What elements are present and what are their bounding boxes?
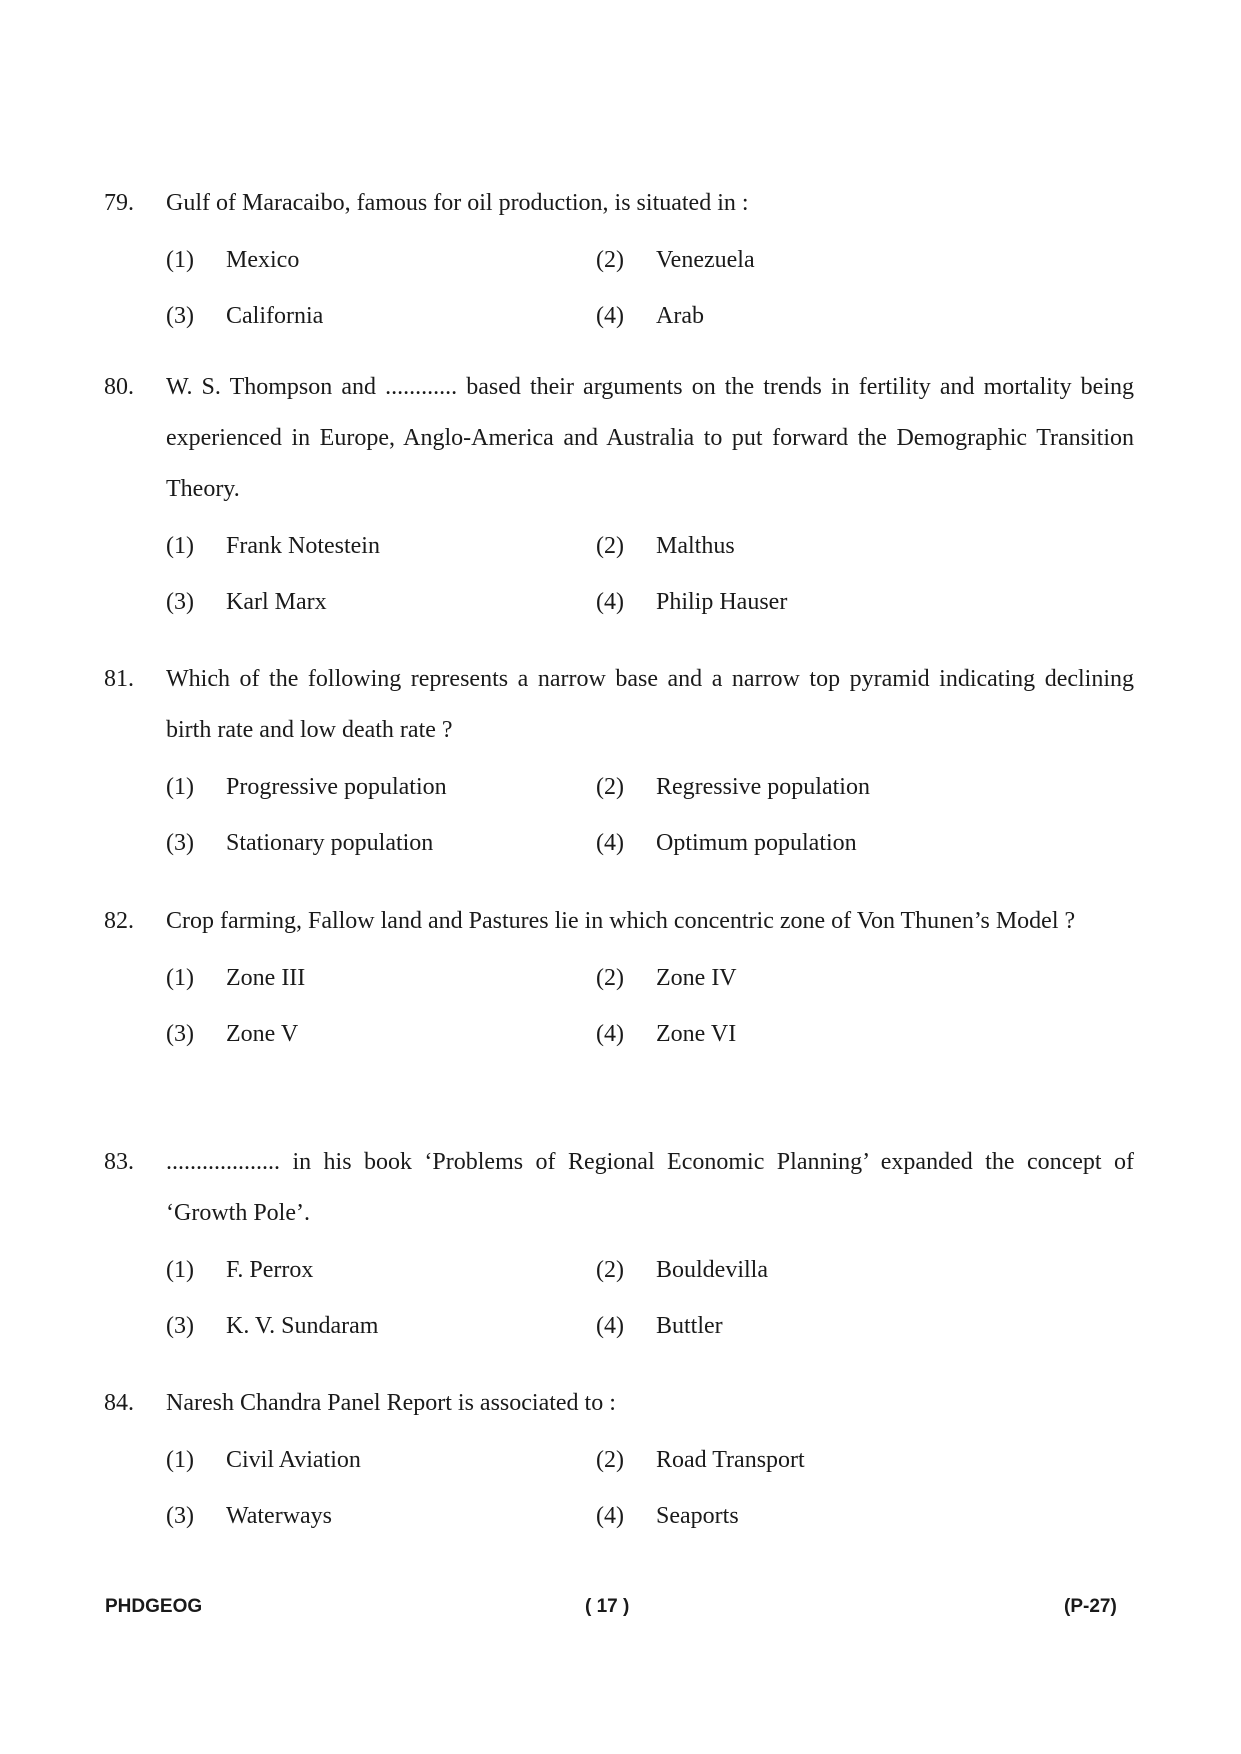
option-number: (4) bbox=[596, 1020, 624, 1047]
option-4 bbox=[596, 1313, 1026, 1340]
option-text: Optimum population bbox=[656, 829, 857, 856]
question-text: Which of the following represents a narrow base and a narrow top pyramid indicating declining birth rate and low death rate ? bbox=[166, 666, 1134, 743]
page-number: ( 17 ) bbox=[585, 1596, 630, 1617]
option-3 bbox=[166, 1313, 596, 1340]
option-text: Progressive population bbox=[226, 773, 447, 800]
option-number: (2) bbox=[596, 773, 624, 800]
option-number: (3) bbox=[166, 1020, 194, 1047]
option-text: Venezuela bbox=[656, 246, 755, 273]
option-1 bbox=[166, 533, 596, 560]
option-number: (3) bbox=[166, 829, 194, 856]
option-number: (1) bbox=[166, 532, 194, 559]
option-2 bbox=[596, 1257, 1026, 1284]
option-number: (4) bbox=[596, 1502, 624, 1529]
option-4 bbox=[596, 303, 1026, 330]
question-79 bbox=[104, 178, 1134, 344]
option-3 bbox=[166, 830, 596, 857]
option-number: (2) bbox=[596, 246, 624, 273]
exam-code: PHDGEOG bbox=[105, 1596, 203, 1617]
options-list bbox=[166, 1242, 1134, 1354]
option-2 bbox=[596, 965, 1026, 992]
option-text: Seaports bbox=[656, 1502, 739, 1529]
option-number: (1) bbox=[166, 773, 194, 800]
option-4 bbox=[596, 1503, 1026, 1530]
option-number: (2) bbox=[596, 1446, 624, 1473]
question-80 bbox=[104, 362, 1134, 630]
page-footer bbox=[0, 1596, 1241, 1626]
question-text: Gulf of Maracaibo, famous for oil production, is situated in : bbox=[166, 190, 749, 216]
option-text: California bbox=[226, 302, 324, 329]
option-text: Arab bbox=[656, 302, 704, 329]
option-2 bbox=[596, 774, 1026, 801]
option-text: Zone V bbox=[226, 1020, 299, 1047]
option-number: (1) bbox=[166, 964, 194, 991]
option-number: (3) bbox=[166, 588, 194, 615]
option-2 bbox=[596, 533, 1026, 560]
option-4 bbox=[596, 589, 1026, 616]
option-text: Zone VI bbox=[656, 1020, 737, 1047]
option-text: Malthus bbox=[656, 532, 735, 559]
option-text: Frank Notestein bbox=[226, 532, 380, 559]
option-2 bbox=[596, 1447, 1026, 1474]
option-number: (2) bbox=[596, 1256, 624, 1283]
options-list bbox=[166, 759, 1134, 871]
question-82 bbox=[104, 896, 1134, 1062]
option-4 bbox=[596, 830, 1026, 857]
options-list bbox=[166, 1432, 1134, 1544]
option-1 bbox=[166, 1257, 596, 1284]
question-number: 83. bbox=[104, 1149, 134, 1175]
question-number: 82. bbox=[104, 908, 134, 934]
question-text: Naresh Chandra Panel Report is associated to : bbox=[166, 1390, 616, 1416]
question-number: 80. bbox=[104, 374, 134, 400]
option-2 bbox=[596, 247, 1026, 274]
option-text: Civil Aviation bbox=[226, 1446, 361, 1473]
option-number: (4) bbox=[596, 302, 624, 329]
option-text: Regressive population bbox=[656, 773, 870, 800]
options-list bbox=[166, 232, 1134, 344]
question-81 bbox=[104, 654, 1134, 871]
option-3 bbox=[166, 1021, 596, 1048]
option-number: (1) bbox=[166, 1446, 194, 1473]
option-number: (3) bbox=[166, 1312, 194, 1339]
option-3 bbox=[166, 1503, 596, 1530]
option-1 bbox=[166, 774, 596, 801]
option-3 bbox=[166, 303, 596, 330]
question-number: 81. bbox=[104, 666, 134, 692]
options-list bbox=[166, 950, 1134, 1062]
paper-id: (P-27) bbox=[1064, 1596, 1117, 1617]
option-1 bbox=[166, 1447, 596, 1474]
option-number: (3) bbox=[166, 302, 194, 329]
question-84 bbox=[104, 1378, 1134, 1544]
option-number: (3) bbox=[166, 1502, 194, 1529]
option-text: Stationary population bbox=[226, 829, 434, 856]
option-text: F. Perrox bbox=[226, 1256, 314, 1283]
option-text: Road Transport bbox=[656, 1446, 805, 1473]
option-text: Buttler bbox=[656, 1312, 723, 1339]
option-number: (1) bbox=[166, 246, 194, 273]
option-text: Zone IV bbox=[656, 964, 737, 991]
option-text: Zone III bbox=[226, 964, 306, 991]
question-number: 79. bbox=[104, 190, 134, 216]
option-text: Waterways bbox=[226, 1502, 333, 1529]
option-number: (2) bbox=[596, 964, 624, 991]
option-3 bbox=[166, 589, 596, 616]
option-text: Karl Marx bbox=[226, 588, 327, 615]
question-text: W. S. Thompson and ............ based their arguments on the trends in fertility and mortality being experienced in Europe, Anglo-America and Australia to put forward the Demographic Transition Theory. bbox=[166, 374, 1134, 502]
option-number: (1) bbox=[166, 1256, 194, 1283]
option-number: (4) bbox=[596, 588, 624, 615]
options-list bbox=[166, 518, 1134, 630]
option-text: K. V. Sundaram bbox=[226, 1312, 379, 1339]
question-83 bbox=[104, 1137, 1134, 1354]
option-1 bbox=[166, 965, 596, 992]
option-1 bbox=[166, 247, 596, 274]
option-4 bbox=[596, 1021, 1026, 1048]
option-text: Philip Hauser bbox=[656, 588, 788, 615]
option-number: (2) bbox=[596, 532, 624, 559]
option-text: Mexico bbox=[226, 246, 300, 273]
question-text: ................... in his book ‘Problems of Regional Economic Planning’ expanded the concept of ‘Growth Pole’. bbox=[166, 1149, 1134, 1226]
option-text: Bouldevilla bbox=[656, 1256, 768, 1283]
question-text: Crop farming, Fallow land and Pastures lie in which concentric zone of Von Thunen’s Model ? bbox=[166, 908, 1076, 934]
question-number: 84. bbox=[104, 1390, 134, 1416]
option-number: (4) bbox=[596, 829, 624, 856]
option-number: (4) bbox=[596, 1312, 624, 1339]
